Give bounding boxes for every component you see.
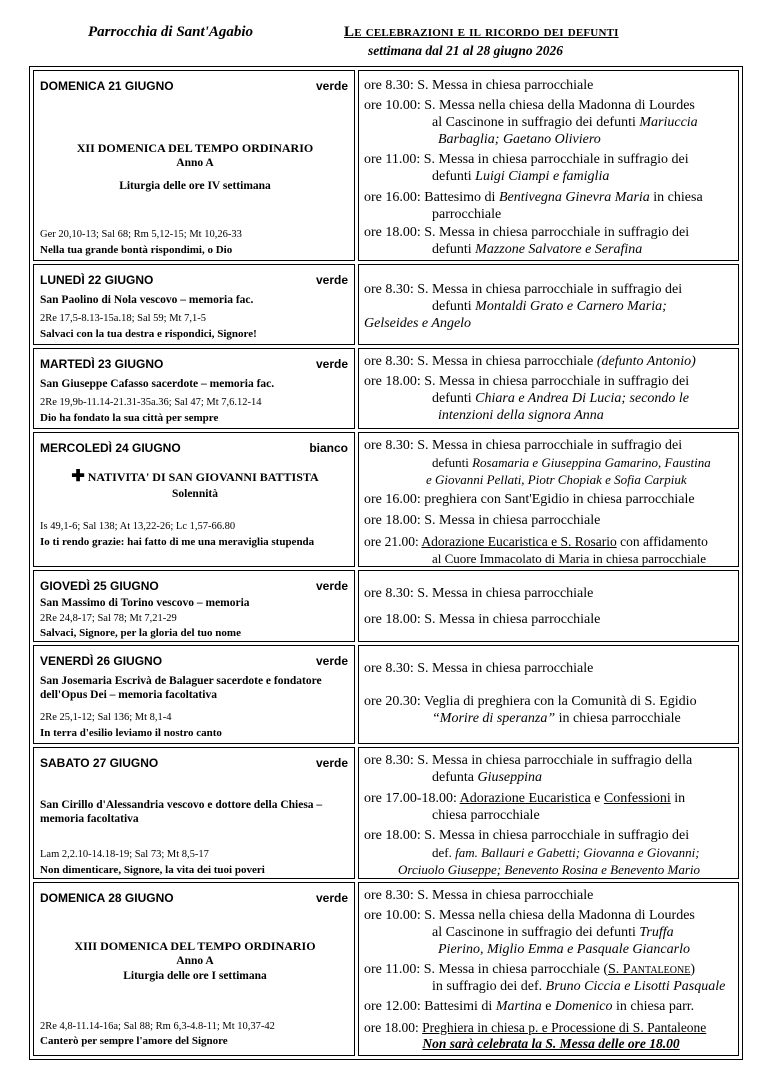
day-info-cell: [33, 348, 355, 429]
readings: 2Re 19,9b-11.14-21.31-35a.36; Sal 47; Mt 7,6.12-14: [40, 397, 262, 408]
liturgical-year: Anno A: [176, 157, 214, 169]
liturgical-color: verde: [315, 357, 348, 371]
liturgical-color: verde: [315, 579, 348, 593]
feast-title: ✚ NATIVITA' DI SAN GIOVANNI BATTISTA: [71, 468, 319, 485]
event-item: ore 18.00: Preghiera in chiesa p. e Processione di S. Pantaleone: [364, 1020, 707, 1035]
saint-of-day: San Paolino di Nola vescovo – memoria fac.: [40, 294, 254, 306]
event-item: ore 20.30: Veglia di preghiera con la Comunità di S. Egidio “Morire di speranza” in chiesa parrocchiale: [364, 694, 697, 726]
events-cell: [358, 432, 739, 567]
events-cell: [358, 348, 739, 429]
day-name: VENERDÌ 26 GIUGNO: [40, 654, 163, 668]
events-cell: [358, 264, 739, 345]
event-item: ore 16.00: preghiera con Sant'Egidio in chiesa parrocchiale: [364, 492, 695, 507]
events-cell: [358, 70, 739, 261]
day-row-friday-26: [30, 645, 742, 744]
liturgical-color: verde: [315, 273, 348, 287]
day-name: LUNEDÌ 22 GIUGNO: [40, 273, 154, 287]
day-row-saturday-27: [30, 747, 742, 879]
saint-of-day: San Josemaria Escrivà de Balaguer sacerdote e fondatore dell'Opus Dei – memoria facoltativa: [40, 675, 322, 701]
event-item: ore 11.00: S. Messa in chiesa parrocchiale in suffragio dei defunti Luigi Ciampi e famiglia: [364, 152, 689, 184]
psalm-refrain: Non dimenticare, Signore, la vita dei tuoi poveri: [40, 864, 265, 876]
liturgical-color: bianco: [309, 441, 348, 455]
event-item: ore 8.30: S. Messa in chiesa parrocchiale: [364, 586, 594, 601]
event-item: ore 18.00: S. Messa in chiesa parrocchiale: [364, 513, 601, 528]
day-row-wednesday-24: [30, 432, 742, 567]
event-item: ore 8.30: S. Messa in chiesa parrocchiale in suffragio della defunta Giuseppina: [364, 753, 693, 785]
readings: 2Re 4,8-11.14-16a; Sal 88; Rm 6,3-4.8-11; Mt 10,37-42: [40, 1021, 275, 1032]
readings: Lam 2,2.10-14.18-19; Sal 73; Mt 8,5-17: [40, 849, 209, 860]
readings: Is 49,1-6; Sal 138; At 13,22-26; Lc 1,57-66.80: [40, 521, 236, 532]
events-cell: [358, 570, 739, 642]
day-row-sunday-21: [30, 70, 742, 261]
parish-name: Parrocchia di Sant'Agabio: [88, 24, 254, 40]
events-cell: [358, 747, 739, 879]
day-name: DOMENICA 28 GIUGNO: [40, 891, 174, 905]
readings: 2Re 24,8-17; Sal 78; Mt 7,21-29: [40, 613, 177, 624]
day-info-cell: [33, 570, 355, 642]
psalm-refrain: Dio ha fondato la sua città per sempre: [40, 412, 219, 424]
day-name: GIOVEDÌ 25 GIUGNO: [40, 579, 159, 593]
day-info-cell: [33, 70, 355, 261]
feast-rank: Solennità: [171, 488, 218, 500]
psalm-refrain: Salvaci con la tua destra e rispondici, Signore!: [40, 328, 257, 340]
day-info-cell: [33, 645, 355, 744]
event-item: ore 10.00: S. Messa nella chiesa della Madonna di Lourdes al Cascinone in suffragio dei defunti Truffa Pierino, Miglio Emma e Pasquale Giancarlo: [364, 908, 695, 957]
cancellation-notice: Non sarà celebrata la S. Messa delle ore 18.00: [422, 1036, 680, 1051]
readings: 2Re 17,5-8.13-15a.18; Sal 59; Mt 7,1-5: [40, 313, 206, 324]
saint-of-day: San Cirillo d'Alessandria vescovo e dottore della Chiesa – memoria facoltativa: [40, 799, 323, 825]
day-row-thursday-25: [30, 570, 742, 642]
event-item: ore 8.30: S. Messa in chiesa parrocchiale in suffragio dei defunti Rosamaria e Giuseppina Gamarino, Faustina e Giovanni Pellati, Piotr Chopiak e Sofia Carpiuk: [364, 438, 711, 487]
event-item: ore 18.00: S. Messa in chiesa parrocchiale in suffragio dei defunti Mazzone Salvatore e Serafina: [364, 225, 690, 257]
event-item: ore 8.30: S. Messa in chiesa parrocchiale: [364, 661, 594, 676]
psalm-refrain: In terra d'esilio leviamo il nostro canto: [40, 727, 222, 739]
liturgical-year: Anno A: [176, 955, 214, 967]
liturgical-color: verde: [315, 654, 348, 668]
event-item: ore 8.30: S. Messa in chiesa parrocchiale: [364, 78, 594, 93]
day-info-cell: [33, 882, 355, 1056]
event-item: ore 18.00: S. Messa in chiesa parrocchiale in suffragio dei defunti Chiara e Andrea Di Lucia; secondo le intenzioni della signora Anna: [364, 374, 690, 423]
event-item: ore 8.30: S. Messa in chiesa parrocchiale in suffragio dei defunti Montaldi Grato e Carnero Maria; Gelseides e Angelo: [364, 282, 683, 331]
events-cell: [358, 645, 739, 744]
day-info-cell: [33, 747, 355, 879]
day-name: SABATO 27 GIUGNO: [40, 756, 159, 770]
page-title: Le celebrazioni e il ricordo dei defunti: [344, 24, 619, 40]
event-item: ore 18.00: S. Messa in chiesa parrocchiale in suffragio dei def. fam. Ballauri e Gabetti; Giovanna e Giovanni; Orciuolo Giuseppe; Benevento Rosina e Benevento Mario: [364, 828, 701, 877]
schedule-table: [29, 66, 743, 1060]
liturgical-color: verde: [315, 891, 348, 905]
day-row-sunday-28: [30, 882, 742, 1056]
event-item: ore 18.00: S. Messa in chiesa parrocchiale: [364, 612, 601, 627]
week-subtitle: settimana dal 21 al 28 giugno 2026: [368, 43, 564, 58]
readings: Ger 20,10-13; Sal 68; Rm 5,12-15; Mt 10,26-33: [40, 229, 242, 240]
saint-of-day: San Giuseppe Cafasso sacerdote – memoria fac.: [40, 378, 275, 390]
readings: 2Re 25,1-12; Sal 136; Mt 8,1-4: [40, 712, 172, 723]
feast-title: XIII DOMENICA DEL TEMPO ORDINARIO: [74, 939, 316, 953]
cross-icon: ✚: [71, 468, 85, 485]
liturgical-color: verde: [315, 756, 348, 770]
day-name: DOMENICA 21 GIUGNO: [40, 79, 174, 93]
psalm-refrain: Io ti rendo grazie: hai fatto di me una meraviglia stupenda: [40, 536, 315, 548]
saint-of-day: San Massimo di Torino vescovo – memoria: [40, 597, 250, 609]
day-info-cell: [33, 264, 355, 345]
event-item: ore 17.00-18.00: Adorazione Eucaristica e Confessioni in chiesa parrocchiale: [364, 791, 686, 823]
day-name: MARTEDÌ 23 GIUGNO: [40, 357, 164, 371]
day-row-monday-22: [30, 264, 742, 345]
feast-title: XII DOMENICA DEL TEMPO ORDINARIO: [76, 141, 314, 155]
psalm-refrain: Canterò per sempre l'amore del Signore: [40, 1035, 228, 1047]
day-name: MERCOLEDÌ 24 GIUGNO: [40, 441, 181, 455]
day-row-tuesday-23: [30, 348, 742, 429]
event-item: ore 11.00: S. Messa in chiesa parrocchiale (S. Pantaleone) in suffragio dei def. Bruno Ciccia e Lisotti Pasquale: [364, 962, 726, 994]
psalm-refrain: Nella tua grande bontà rispondimi, o Dio: [40, 244, 233, 256]
liturgy-hours: Liturgia delle ore IV settimana: [119, 180, 271, 192]
event-item: ore 16.00: Battesimo di Bentivegna Ginevra Maria in chiesa parrocchiale: [364, 190, 703, 222]
psalm-refrain: Salvaci, Signore, per la gloria del tuo nome: [40, 627, 241, 639]
event-item: ore 21.00: Adorazione Eucaristica e S. Rosario con affidamento al Cuore Immacolato di Maria in chiesa parrocchiale: [364, 534, 708, 566]
day-info-cell: [33, 432, 355, 567]
events-cell: [358, 882, 739, 1056]
event-item: ore 8.30: S. Messa in chiesa parrocchiale (defunto Antonio): [364, 354, 696, 369]
liturgy-hours: Liturgia delle ore I settimana: [123, 970, 267, 982]
event-item: ore 12.00: Battesimi di Martina e Domenico in chiesa parr.: [364, 999, 695, 1014]
event-item: ore 10.00: S. Messa nella chiesa della Madonna di Lourdes al Cascinone in suffragio dei defunti Mariuccia Barbaglia; Gaetano Oliviero: [364, 98, 698, 147]
event-item: ore 8.30: S. Messa in chiesa parrocchiale: [364, 888, 594, 903]
liturgical-color: verde: [315, 79, 348, 93]
